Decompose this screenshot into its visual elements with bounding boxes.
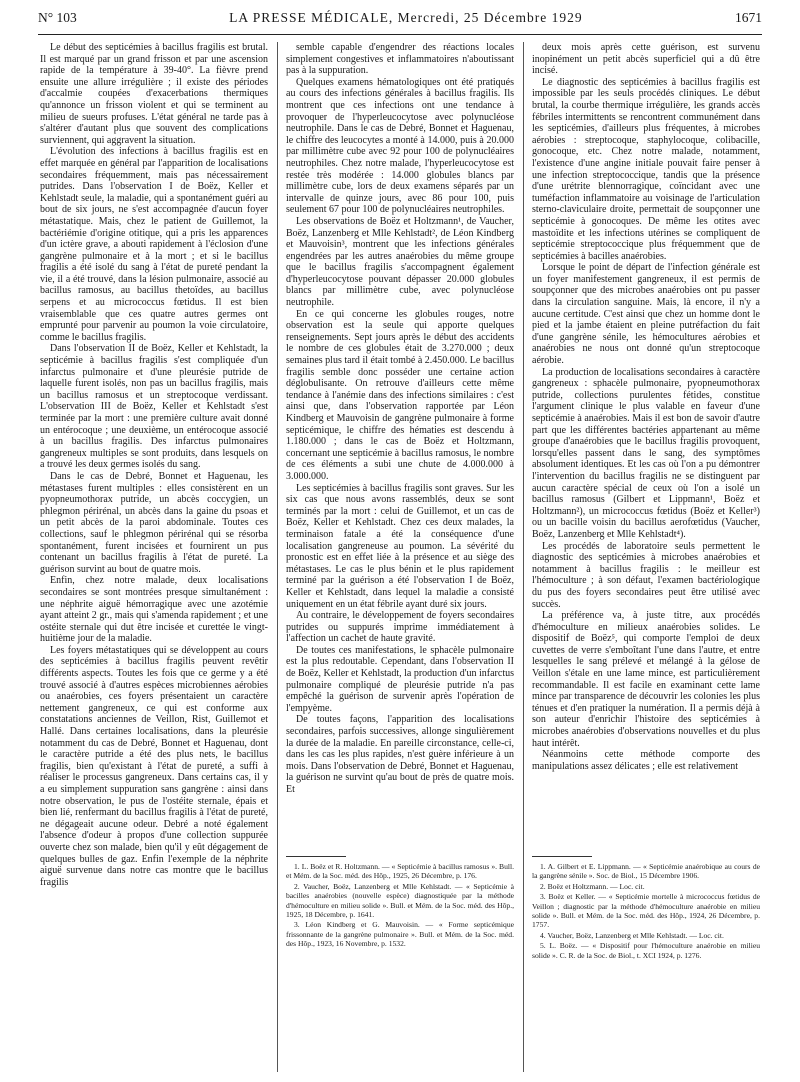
footnote-rule <box>532 856 592 857</box>
paragraph: Lorsque le point de départ de l'infection générale est un foyer manifestement gangreneux, il est permis de soupçonner que des microbes anaérobies ont pu passer dans la circulation sanguine. Mais, là encore, il n'y a aucune certitude. C'est ainsi que chez un homme dont le pied et la jambe étaient en pleine putréfaction du fait d'une gangrène sénile, les hémocultures aérobies et anaérobies ne nous ont donné qu'un streptocoque aérobie. <box>532 262 760 367</box>
footnotes-middle <box>286 862 514 950</box>
paragraph: semble capable d'engendrer des réactions locales simplement congestives et inflammatoires n'aboutissant pas à la suppuration. <box>286 42 514 77</box>
paragraph: De toutes ces manifestations, le sphacèle pulmonaire est la plus redoutable. Cependant, dans l'observation II de Boëz, Keller et Kehlstadt, la production d'un infarctus pulmonaire compliqué de pleurésie putride n'a pas empêché la guérison de survenir après l'opération de l'empyème. <box>286 644 514 714</box>
paragraph: Le diagnostic des septicémies à bacillus fragilis est impossible par les seuls procédés cliniques. Le début brutal, la courbe thermique irrégulière, les grands accès fébriles intermittents se rencontrent communément dans les septicémies, d'ailleurs plus fréquentes, à microbes aérobies : streptocoque, staphylocoque, colibacille, gonocoque, etc. Chez notre malade, notamment, l'existence d'une angine initiale pouvait faire penser à une infection streptococcique, tandis que la présence d'une urétrite blennorragique, coïncidant avec une tuméfaction inflammatoire au voisinage de l'articulation sterno-claviculaire droite, permettait de soupçonner une septicémie à gonocoques. De même les otites avec mastoïdite et les infections utérines se compliquent de septicémie streptococcique plus fréquemment que de septicémies à bacilles anaérobies. <box>532 76 760 262</box>
footnote: 2. Boëz et Holtzmann. — Loc. cit. <box>540 881 645 891</box>
paragraph: Au contraire, le développement de foyers secondaires putrides ou suppurés imprime immédiatement à l'affection un cachet de haute gravité. <box>286 610 514 645</box>
column-right <box>532 42 760 850</box>
paragraph: Quelques examens hématologiques ont été pratiqués au cours des infections générales à bacillus fragilis. Ils montrent que ces infections ont une tendance à provoquer de l'hyperleucocytose avec polynucléose neutrophile. Dans le cas de Debré, Bonnet et Haguenau, le chiffre des leucocytes a monté à 14.000, puis à 20.000 par millimètre cube avec 92 pour 100 de polynucléaires neutrophiles. Chez notre malade, l'hyperleucocytose est restée très modérée : 14.000 globules blancs par millimètre cube, lors de deux examens séparés par un intervalle de quinze jours, avec 86 pour 100, puis seulement 67 pour 100 de polynucléaires neutrophiles. <box>286 76 514 216</box>
footnote-rule <box>286 856 346 857</box>
footnote: 4. Vaucher, Boëz, Lanzenberg et Mlle Kehlstadt. — Loc. cit. <box>540 930 724 940</box>
column-divider <box>523 42 524 1072</box>
paragraph: Les septicémies à bacillus fragilis sont graves. Sur les six cas que nous avons rassemblés, deux se sont terminés par la mort : celui de Guillemot, et un cas de Boëz, Keller et Kehlstadt. Chez ces deux malades, la terminaison fatale a été la conséquence d'une localisation gangreneuse au poumon. La sévérité du pronostic est en effet liée à la présence et au siège des métastases. Le cas le plus bénin et le plus rapidement terminé par la guérison a été l'observation I de Boëz, Keller et Kehlstadt, dans lequel la maladie a consisté uniquement en un état fébrile ayant duré six jours. <box>286 482 514 610</box>
paragraph: En ce qui concerne les globules rouges, notre observation est la seule qui apporte quelques renseignements. Sept jours après le début des accidents le nombre de ces globules était de 3.270.000 ; deux semaines plus tard il était tombé à 2.450.000. Le bacillus fragilis semble donc posséder une certaine action déglobulisante. On retrouve d'ailleurs cette même tendance à l'anémie dans des infections similaires : c'est ainsi que, dans l'observation rapportée par Léon Kindberg et Mauvoisin de gangrène pulmonaire à forme septicémique, le chiffre des hématies est descendu à 1.180.000 ; dans le cas de Boëz et Holtzmann, concernant une septicémie à bacillus ramosus, le nombre de ces éléments a subi une chute de 4.000.000 à 3.000.000. <box>286 308 514 482</box>
journal-title: LA PRESSE MÉDICALE, Mercredi, 25 Décembre 1929 <box>229 10 583 25</box>
paragraph: L'évolution des infections à bacillus fragilis est en effet marquée en général par l'apparition de localisations secondaires fréquemment, mais pas nécessairement putrides. Dans l'observation I de Boëz, Keller et Kehlstadt seule, la maladie, qui a spontanément guéri au bout de six jours, ne s'est accompagnée d'aucun foyer métastatique. Mais, chez le patient de Guillemot, la bactériémie d'origine otitique, qui a pris les apparences d'un ictère grave, a abouti rapidement à l'éclosion d'une gangrène pulmonaire et à la mort ; et si le bacillus fragilis a été isolé du sang à l'état de pureté pendant la vie, il a été trouvé, dans la lésion pulmonaire, associé au bacillus ramosus, au bacillus thetoïdes, au bacillus serpens et au micrococcus fœtidus. Il est bien vraisemblable que ces quatre autres germes ont emprunté pour parvenir au poumon la voie circulatoire, comme le bacillus fragilis. <box>40 146 268 343</box>
column-left <box>40 42 268 1072</box>
footnote: 5. L. Boëz. — « Dispositif pour l'hémoculture anaérobie en milieu solide ». C. R. de la Soc. de Biol., t. XCI 1924, p. 1276. <box>532 941 760 960</box>
column-middle <box>286 42 514 850</box>
column-divider <box>277 42 278 1072</box>
paragraph: Dans l'observation II de Boëz, Keller et Kehlstadt, la septicémie à bacillus fragilis s'est compliquée d'un infarctus pulmonaire et d'une pleurésie putride de laquelle furent isolés, non pas un bacillus fragilis, mais un bacillus ramosus et un streptocoque verdissant. L'observation III de Boëz, Keller et Kehlstadt s'est terminée par la mort : une première culture avait donné un entérocoque ; une deuxième, un entérocoque associé à un bacillus fragilis. Des infarctus pulmonaires gangreneux multiples se sont produits, dans lesquels on a trouvé les deux germes isolés du sang. <box>40 343 268 471</box>
paragraph: Les procédés de laboratoire seuls permettent le diagnostic des septicémies à microbes anaérobies et notamment à bacillus fragilis : le meilleur est l'hémoculture ; à son défaut, l'examen bactériologique du pus des foyers secondaires peut être utilisé avec succès. <box>532 540 760 610</box>
header-rule <box>38 34 762 35</box>
footnote: 1. L. Boëz et R. Holtzmann. — « Septicémie à bacillus ramosus ». Bull. et Mém. de la Soc. méd. des Hôp., 1925, 26 Décembre, p. 176. <box>286 862 514 881</box>
paragraph: Les foyers métastatiques qui se développent au cours des septicémies à bacillus fragilis peuvent revêtir différents aspects. Toutes les fois que ce germe y a été trouvé associé à d'autres espèces microbiennes aérobies ou anaérobies, ces foyers présentaient un caractère nettement gangreneux, ce qui est conforme aux constatations anciennes de Veillon, Rist, Guillemot et Hallé. Dans certaines localisations, dans la pleurésie notamment du cas de Debré, Bonnet et Haguenau, dont le caractère putride a été des plus nets, le bacillus fragilis, bien qu'existant à l'état de pureté, a suffi à réaliser le processus gangreneux. Dans certains cas, il y a eu simplement suppuration sans gangrène : ainsi dans notre observation, le pus de l'ostéite sternale, épais et bien lié, renfermant du bacillus fragilis à l'état de pureté, ne dégageait aucune odeur. Debré a noté également l'absence d'odeur à propos d'une collection suppurée ouverte chez son malade, bien qu'il y eût dégagement de quelques bulles de gaz. Enfin l'exemple de la néphrite aiguë survenue dans notre cas montre que le bacillus fragilis <box>40 644 268 888</box>
issue-number: N° 103 <box>38 10 77 25</box>
footnote: 3. Boëz et Keller. — « Septicémie mortelle à micrococcus fœtidus de Veillon ; diagnostic par la méthode d'hémoculture anaérobie en milieu solide ». Bull. et Mém. de la Soc. méd. des Hôp., 1924, 26 Décembre, p. 1757. <box>532 892 760 930</box>
paragraph: La production de localisations secondaires à caractère gangreneux : sphacèle pulmonaire, pyopneumothorax putride, collections purulentes fétides, constitue l'argument clinique le plus valable en faveur d'une septicémie à anaérobies. Mais il est bon de savoir d'autre part que les différentes bactéries appartenant au même groupe d'anaérobies que le bacillus fragilis provoquent, lorsqu'elles passent dans le sang, des symptômes absolument identiques. Et les cas où l'on a pu démontrer l'intervention du bacillus fragilis ne se distinguent par aucun caractère spécial de ceux où l'on a isolé un bacillus ramosus (Gilbert et Lippmann¹, Boëz et Holtzmann²), un micrococcus fœtidus (Boëz et Keller³) ou un bacille voisin du bacillus aerofœtidus (Vaucher, Boëz, Lanzenberg et Mlle Kehlstadt⁴). <box>532 366 760 540</box>
paragraph: De toutes façons, l'apparition des localisations secondaires, parfois successives, allonge singulièrement la durée de la maladie. En pareille circonstance, celle-ci, dans les cas les plus rapides, n'est guère inférieure à un mois. Dans l'observation de Debré, Bonnet et Haguenau, la guérison ne survint qu'au bout de près de quatre mois. Et <box>286 714 514 795</box>
footnote: 3. Léon Kindberg et G. Mauvoisin. — « Forme septicémique frissonnante de la gangrène pulmonaire ». Bull. et Mém. de la Soc. méd. des Hôp., 1923, 16 Novembre, p. 1532. <box>286 920 514 949</box>
footnotes-right <box>532 862 760 961</box>
paragraph: Néanmoins cette méthode comporte des manipulations assez délicates ; elle est relativement <box>532 749 760 772</box>
paragraph: deux mois après cette guérison, est survenu inopinément un petit abcès superficiel qui a dû être incisé. <box>532 42 760 77</box>
footnote: 2. Vaucher, Boëz, Lanzenberg et Mlle Kehlstadt. — « Septicémie à bacilles anaérobies (nouvelle espèce) diagnostiquée par la méthode d'hémoculture en milieu solide ». Bull. et Mém. de la Soc. méd. des Hôp., 1925, 18 Décembre, p. 1641. <box>286 881 514 920</box>
paragraph: Le début des septicémies à bacillus fragilis est brutal. Il est marqué par un grand frisson et par une ascension rapide de la température à 39-40°. La fièvre prend ensuite une allure irrégulière ; il existe des périodes d'accalmie coupées d'exacerbations thermiques qu'annonce un frisson violent et qui se terminent au milieu de sueurs profuses. L'état général ne tarde pas à s'altérer d'autant plus que souvent des complications surviennent, qui aggravent la situation. <box>40 42 268 146</box>
paragraph: Dans le cas de Debré, Bonnet et Haguenau, les métastases furent multiples : elles consistèrent en un pyopneumothorax putride, un abcès coccygien, un phlegmon périrénal, un abcès dans la gaine du psoas et un petit abcès de la paroi abdominale. Toutes ces collections, sauf le phlegmon périrénal qui se résorba spontanément, furent incisées et fournirent un pus contenant un bacillus fragilis à l'état de pureté. La guérison survint au bout de quatre mois. <box>40 470 268 575</box>
page-number: 1671 <box>734 10 762 25</box>
footnote: 1. A. Gilbert et E. Lippmann. — « Septicémie anaérobique au cours de la gangrène sénile ». Soc. de Biol., 15 Décembre 1906. <box>532 862 760 881</box>
paragraph: Les observations de Boëz et Holtzmann¹, de Vaucher, Boëz, Lanzenberg et Mlle Kehlstadt², de Léon Kindberg et Mauvoisin³, montrent que les infections générales engendrées par les autres anaérobies du même groupe que le bacillus fragilis s'accompagnent également d'hyperleucocytose pouvant dépasser 20.000 globules blancs par millimètre cube, avec polynucléose neutrophile. <box>286 215 514 309</box>
paragraph: Enfin, chez notre malade, deux localisations secondaires se sont montrées presque simultanément : une néphrite aiguë hémorragique avec une azotémie ayant atteint 2 gr., mais qui s'amenda rapidement ; et une ostéite sternale qui dut être incisée et curettée le vingt-huitième jour de la maladie. <box>40 575 268 645</box>
paragraph: La préférence va, à juste titre, aux procédés d'hémoculture en milieux anaérobies solides. Le dispositif de Boëz⁵, qui comporte l'emploi de deux cuvettes de verre s'emboîtant l'une dans l'autre, et entre lesquelles le sang prélevé et mélangé à la gélose de Veillon s'étale en une lame mince, est particulièrement recommandable. Il est facile en examinant cette lame mince par transparence de découvrir les colonies les plus ténues et d'en pratiquer la numération. Il a permis déjà à son auteur d'enrichir l'histoire des septicémies à microbes anaérobies d'observations nouvelles et du plus haut intérêt. <box>532 610 760 749</box>
page-header <box>38 10 762 32</box>
